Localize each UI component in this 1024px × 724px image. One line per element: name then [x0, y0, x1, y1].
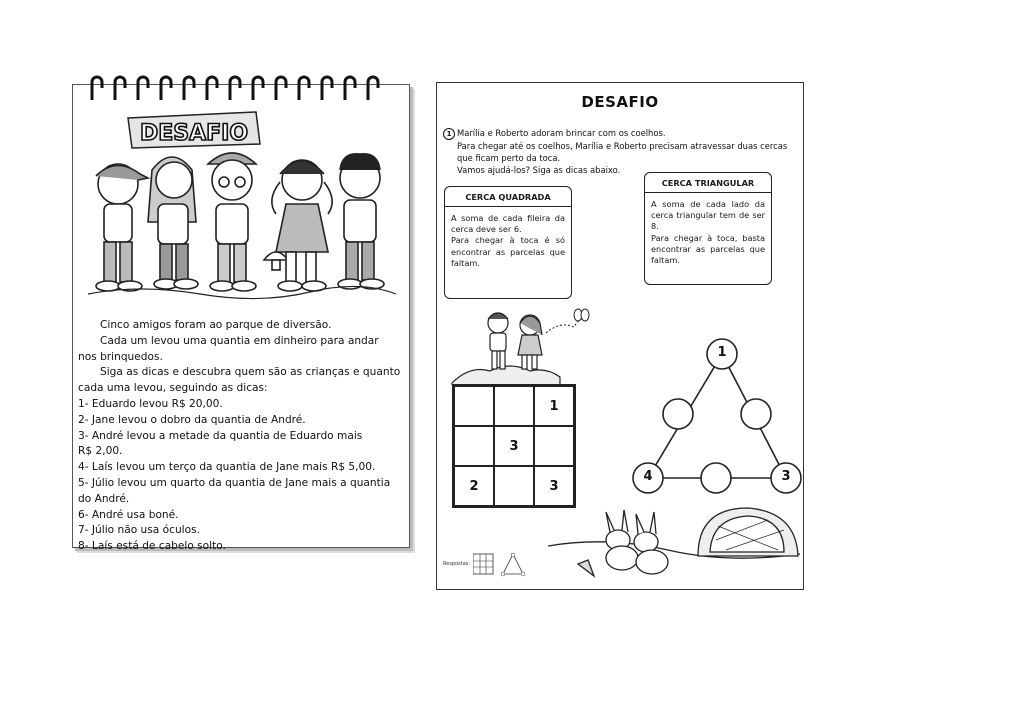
intro-line: 1 Marília e Roberto adoram brincar com os coelhos.	[443, 127, 799, 140]
grid-cell: 3	[494, 426, 534, 466]
hint-line: A soma de cada lado da cerca triangular tem de ser 8.	[651, 199, 765, 232]
intro-line: Vamos ajudá-los? Siga as dicas abaixo.	[457, 165, 621, 175]
triangle-fence-title: CERCA TRIANGULAR	[645, 173, 771, 193]
answers-label: Respostas:	[443, 561, 471, 567]
clue-line: 1- Eduardo levou R$ 20,00.	[78, 397, 223, 410]
grid-cell[interactable]	[494, 466, 534, 506]
answers-thumbnail	[473, 552, 533, 582]
grid-cell[interactable]	[454, 386, 494, 426]
story-line: nos brinquedos.	[78, 350, 163, 363]
grid-cell: 1	[534, 386, 574, 426]
clue-line: do André.	[78, 492, 130, 505]
triangle-number-top: 1	[717, 345, 727, 360]
clue-line: 2- Jane levou o dobro da quantia de André.	[78, 413, 306, 426]
intro-line: Para chegar até os coelhos, Marília e Roberto precisam atravessar duas cercas	[457, 141, 788, 151]
square-fence-hint-box	[444, 186, 572, 299]
grid-cell[interactable]	[454, 426, 494, 466]
intro-line: que ficam perto da toca.	[457, 153, 561, 163]
story-line: Siga as dicas e descubra quem são as crianças e quanto	[100, 366, 401, 379]
story-line: Cinco amigos foram ao parque de diversão.	[100, 319, 332, 331]
spiral-binding	[86, 74, 396, 104]
intro-text	[443, 127, 799, 176]
hint-line: A soma de cada fileira da cerca deve ser 6.	[451, 213, 565, 235]
rabbits-and-burrow-illustration	[548, 500, 800, 582]
triangle-node-left-mid	[663, 399, 693, 429]
grid-cell[interactable]	[534, 426, 574, 466]
clue-line: 5- Júlio levou um quarto da quantia de Jane mais a quantia	[78, 476, 391, 489]
square-fence-title: CERCA QUADRADA	[445, 187, 571, 207]
hint-line: Para chegar à toca é só encontrar as parcelas que faltam.	[451, 235, 565, 268]
square-fence-grid	[452, 384, 576, 508]
story-line: Cada um levou uma quantia em dinheiro para andar	[100, 334, 379, 347]
children-on-hill-illustration	[450, 305, 590, 385]
answers-area	[443, 552, 543, 584]
triangle-node-bottom-mid	[701, 463, 731, 493]
five-kids-illustration	[80, 104, 400, 314]
clue-line: R$ 2,00.	[78, 445, 123, 458]
triangle-node-right-mid	[741, 399, 771, 429]
grid-cell[interactable]	[494, 386, 534, 426]
triangle-number-bottom-left: 4	[643, 469, 653, 484]
clue-line: 6- André usa boné.	[78, 508, 179, 521]
story-line: cada uma levou, seguindo as dicas:	[78, 382, 268, 395]
desafio-banner-text: DESAFIO	[139, 121, 249, 146]
clue-line: 4- Laís levou um terço da quantia de Jane mais R$ 5,00.	[78, 461, 376, 474]
desafio-banner	[128, 112, 260, 148]
clue-line: 7- Júlio não usa óculos.	[78, 524, 200, 537]
grid-cell: 2	[454, 466, 494, 506]
grid-cell: 3	[534, 466, 574, 506]
triangle-number-bottom-right: 3	[781, 469, 791, 484]
worksheet-title: DESAFIO	[581, 93, 659, 111]
clue-line: 8- Laís está de cabelo solto.	[78, 540, 226, 553]
question-number: 1	[443, 128, 455, 140]
clue-line: 3- André levou a metade da quantia de Eduardo mais	[78, 429, 363, 442]
hint-line: Para chegar à toca, basta encontrar as parcelas que faltam.	[651, 232, 765, 266]
triangle-fence-hint-box	[644, 172, 772, 285]
story-text	[78, 318, 404, 555]
